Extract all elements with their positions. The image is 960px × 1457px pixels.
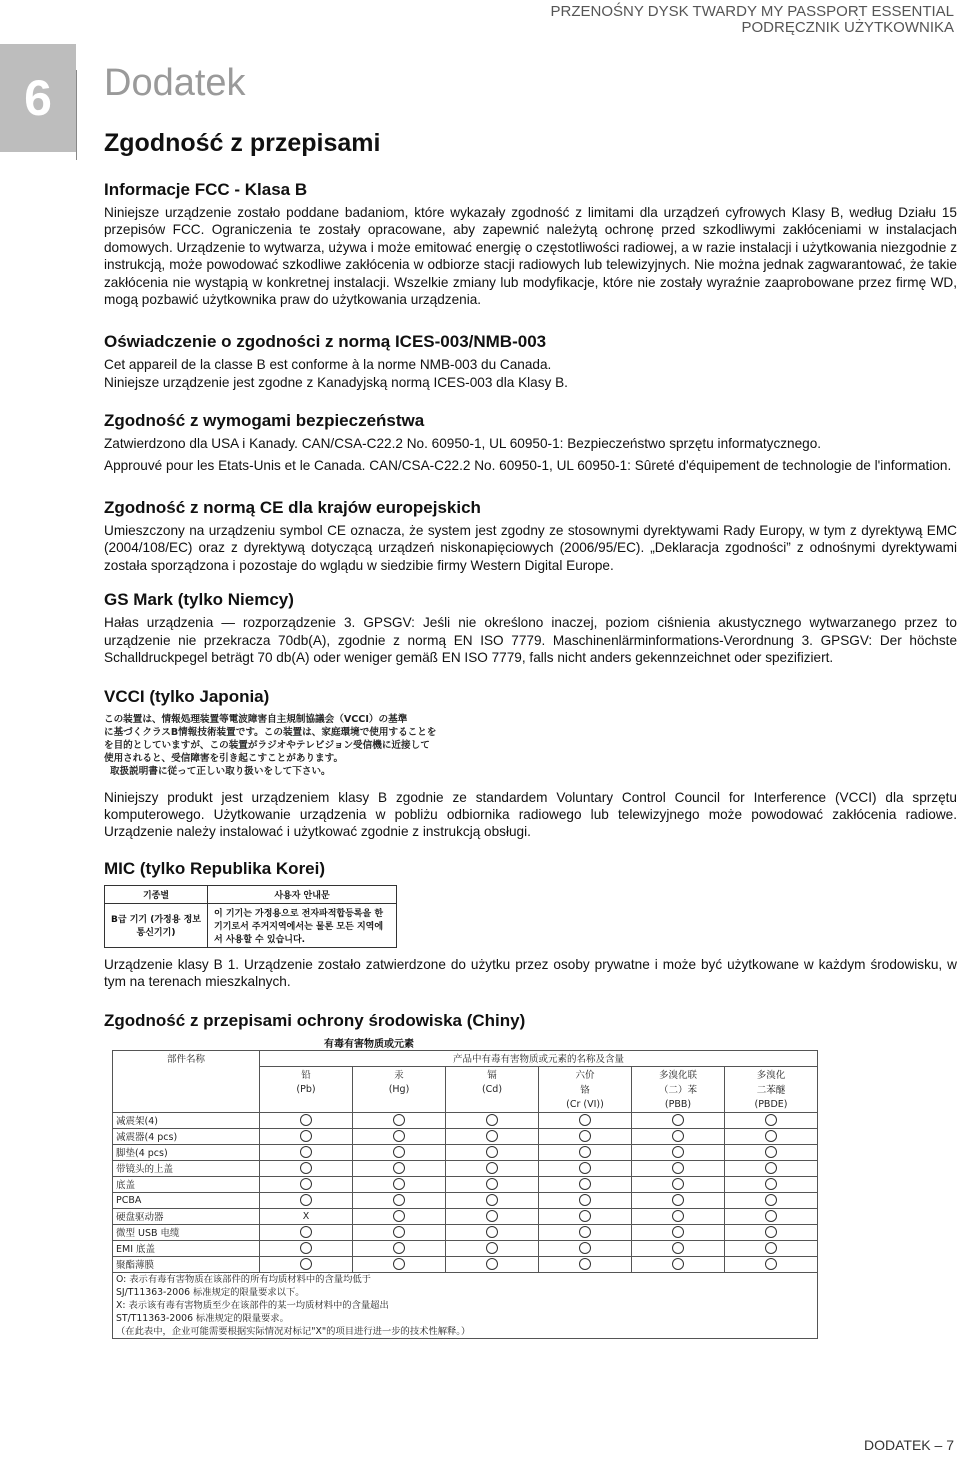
circle-mark-icon (300, 1162, 312, 1174)
substance-header (353, 1097, 446, 1113)
header-product: PRZENOŚNY DYSK TWARDY MY PASSPORT ESSENTIAL (550, 3, 954, 20)
substance-mark (725, 1224, 818, 1240)
circle-mark-icon (579, 1146, 591, 1158)
circle-mark-icon (579, 1130, 591, 1142)
circle-mark-icon (765, 1210, 777, 1222)
vcci-line: 取扱説明書に従って正しい取り扱いをして下さい。 (110, 765, 331, 777)
circle-mark-icon (765, 1146, 777, 1158)
section-heading: MIC (tylko Republika Korei) (104, 858, 326, 878)
substance-mark (539, 1112, 632, 1128)
note-line: （在此表中，企业可能需要根据实际情况对标记"X"的项目进行进一步的技术性解释。） (116, 1325, 471, 1337)
circle-mark-icon (672, 1178, 684, 1190)
mic-guide: 이 기기는 가정용으로 전자파적합등록을 한 기기로서 주거지역에서는 물론 모든 지역에서 사용할 수 있습니다. (208, 903, 397, 947)
substance-mark (632, 1256, 725, 1272)
circle-mark-icon (579, 1162, 591, 1174)
circle-mark-icon (672, 1226, 684, 1238)
vcci-notice-image (104, 713, 444, 783)
vcci-line: を目的としていますが、この装置がラジオやテレビジョン受信機に近接して (104, 739, 430, 751)
circle-mark-icon (486, 1178, 498, 1190)
substance-header: 六价 (539, 1066, 632, 1082)
mic-head-class: 기종별 (105, 885, 208, 903)
substance-mark (353, 1224, 446, 1240)
substance-mark (446, 1112, 539, 1128)
section-text: Niniejszy produkt jest urządzeniem klasy B zgodnie ze standardem Voluntary Control Council for Interference (VCCI) dla sprzętu komputerowego. Użytkowanie urządzenia w pobliżu odbiornika radiowego lub telewizyjnego może powodować zakłócenia radiowe. Urządzenie należy instalować i użytkować zgodnie z instrukcją obsługi. (104, 789, 957, 840)
substance-mark (353, 1176, 446, 1192)
circle-mark-icon (765, 1194, 777, 1206)
substance-mark (632, 1144, 725, 1160)
circle-mark-icon (486, 1146, 498, 1158)
vcci-line: 使用されると、受信障害を引き起こすことがあります。 (104, 752, 344, 764)
section-text: Niniejsze urządzenie zostało poddane badaniom, które wykazały zgodność z limitami dla urządzeń cyfrowych Klasy B, według Działu 15 przepisów FCC. Ograniczenia te zostały opracowane, aby zapewnić należytą ochronę przed szkodliwymi zakłóceniami w instalacjach domowych. Urządzenie to wytwarza, używa i może emitować energię o częstotliwości radiowej, a w razie instalacji i użytkowania niezgodnie z instrukcją, może powodować szkodliwe zakłócenia w odbiorze stacji radiowych lub telewizyjnych. Nie można jednak zagwarantować, że takie zakłócenia nie wystąpią w konkretnej instalacji. Wszelkie zmiany lub modyfikacje, które nie zostały wyraźnie zaaprobowane przez firmę WD, mogą pozbawić użytkownika praw do użytkowania urządzenia. (104, 205, 958, 308)
circle-mark-icon (579, 1178, 591, 1190)
substance-mark (725, 1192, 818, 1208)
substance-mark (632, 1240, 725, 1256)
substance-mark (353, 1208, 446, 1224)
circle-mark-icon (486, 1258, 498, 1270)
substance-mark (446, 1160, 539, 1176)
circle-mark-icon (486, 1242, 498, 1254)
header-manual: PODRĘCZNIK UŻYTKOWNIKA (741, 19, 954, 36)
substance-header: 铬 (539, 1082, 632, 1097)
circle-mark-icon (393, 1146, 405, 1158)
substance-mark (446, 1256, 539, 1272)
substance-mark (353, 1128, 446, 1144)
section-heading: GS Mark (tylko Niemcy) (104, 590, 294, 610)
note-line: X: 表示该有毒有害物质至少在该部件的某一均质材料中的含量超出 (116, 1299, 389, 1311)
chapter-number: 6 (24, 70, 52, 126)
note-line: ST/T11363-2006 标准规定的限量要求。 (116, 1312, 289, 1324)
substance-mark (446, 1128, 539, 1144)
substance-mark (446, 1224, 539, 1240)
mic-notice-table (104, 885, 397, 948)
substance-header: 二苯醚 (725, 1082, 818, 1097)
section-fcc (104, 180, 957, 308)
section-ices (104, 332, 957, 391)
circle-mark-icon (486, 1114, 498, 1126)
substance-mark (632, 1224, 725, 1240)
table-row (113, 1256, 818, 1272)
circle-mark-icon (486, 1210, 498, 1222)
circle-mark-icon (300, 1258, 312, 1270)
substance-header (260, 1097, 353, 1113)
circle-mark-icon (300, 1178, 312, 1190)
chapter-divider (76, 70, 77, 160)
note-line: O: 表示有毒有害物质在该部件的所有均质材料中的含量均低于 (116, 1273, 371, 1285)
substance-mark (539, 1224, 632, 1240)
section-text: Hałas urządzenia — rozporządzenie 3. GPSGV: Jeśli nie określono inaczej, poziom ciśnienia akustycznego wytwarzanego przez to urządzenie nie przekracza 70db(A), zgodnie z normą EN ISO 7779. Maschinenlärminformations-Verordnung 3. GPSGV: Der höchste Schalldruckpegel beträgt 70 db(A) oder weniger gemäß EN ISO 7779, falls nicht anders gekennzeichnet oder spezifiziert. (104, 615, 957, 666)
substance-mark (725, 1112, 818, 1128)
part-name: 聚酯薄膜 (113, 1256, 260, 1272)
table-row (113, 1224, 818, 1240)
vcci-line: に基づくクラスB情報技術装置です。この装置は、家庭環境で使用することを (104, 726, 437, 738)
substance-mark (260, 1176, 353, 1192)
part-name: 底盖 (113, 1176, 260, 1192)
substance-header: (Cd) (446, 1082, 539, 1097)
section-heading: Zgodność z wymogami bezpieczeństwa (104, 411, 425, 431)
table-row (113, 1160, 818, 1176)
circle-mark-icon (393, 1178, 405, 1190)
section-text: Approuvé pour les Etats-Unis et le Canada. CAN/CSA-C22.2 No. 60950-1, UL 60950-1: Sûreté d'équipement de technologie de l'information. (104, 457, 952, 473)
substance-mark (260, 1128, 353, 1144)
substance-mark (446, 1208, 539, 1224)
substance-header: （二）苯 (632, 1082, 725, 1097)
table-row (113, 1240, 818, 1256)
substance-header: (Hg) (353, 1082, 446, 1097)
substance-mark (725, 1128, 818, 1144)
substance-mark (446, 1144, 539, 1160)
page-header (551, 4, 954, 36)
circle-mark-icon (765, 1162, 777, 1174)
vcci-line: この装置は、情報処理装置等電波障害自主規制協議会（VCCI）の基準 (104, 713, 408, 725)
hazard-table-title: 有毒有害物质或元素 (324, 1038, 414, 1050)
section-text: Zatwierdzono dla USA i Kanady. CAN/CSA-C22.2 No. 60950-1, UL 60950-1: Bezpieczeństwo sprzętu informatycznego. (104, 436, 822, 452)
substance-header: (PBB) (632, 1097, 725, 1113)
content (104, 128, 957, 1339)
section-heading: VCCI (tylko Japonia) (104, 686, 270, 706)
circle-mark-icon (300, 1130, 312, 1142)
part-name: PCBA (113, 1192, 260, 1208)
substance-mark (632, 1208, 725, 1224)
circle-mark-icon (300, 1226, 312, 1238)
substance-mark (446, 1176, 539, 1192)
circle-mark-icon (300, 1242, 312, 1254)
circle-mark-icon (486, 1130, 498, 1142)
circle-mark-icon (393, 1162, 405, 1174)
substance-mark (539, 1256, 632, 1272)
table-row (113, 1208, 818, 1224)
circle-mark-icon (579, 1114, 591, 1126)
section-heading: Informacje FCC - Klasa B (104, 180, 308, 199)
substance-mark (539, 1240, 632, 1256)
circle-mark-icon (672, 1194, 684, 1206)
part-name: 减震器(4 pcs) (113, 1128, 260, 1144)
substance-header (446, 1097, 539, 1113)
section-heading: Zgodność z normą CE dla krajów europejskich (104, 498, 481, 518)
circle-mark-icon (300, 1146, 312, 1158)
substance-header: (Cr (VI)) (539, 1097, 632, 1113)
substance-header: 多溴化联 (632, 1066, 725, 1082)
circle-mark-icon (765, 1130, 777, 1142)
circle-mark-icon (393, 1130, 405, 1142)
circle-mark-icon (579, 1242, 591, 1254)
circle-mark-icon (486, 1226, 498, 1238)
circle-mark-icon (579, 1210, 591, 1222)
substance-mark (539, 1160, 632, 1176)
substance-mark (725, 1256, 818, 1272)
substance-mark (353, 1160, 446, 1176)
substance-mark (260, 1256, 353, 1272)
substance-mark (353, 1240, 446, 1256)
substance-mark (725, 1240, 818, 1256)
section-ce (104, 498, 957, 574)
part-name: 硬盘驱动器 (113, 1208, 260, 1224)
substance-mark (632, 1128, 725, 1144)
substance-mark (539, 1192, 632, 1208)
substance-mark (260, 1112, 353, 1128)
circle-mark-icon (672, 1146, 684, 1158)
substance-mark (725, 1144, 818, 1160)
substance-mark: X (260, 1208, 353, 1224)
substance-mark (260, 1192, 353, 1208)
table-row (113, 1128, 818, 1144)
substance-mark (353, 1192, 446, 1208)
circle-mark-icon (672, 1130, 684, 1142)
substance-mark (632, 1192, 725, 1208)
substance-mark (353, 1112, 446, 1128)
substance-mark (725, 1208, 818, 1224)
circle-mark-icon (393, 1194, 405, 1206)
substance-mark (353, 1144, 446, 1160)
substance-mark (446, 1240, 539, 1256)
circle-mark-icon (672, 1258, 684, 1270)
circle-mark-icon (393, 1210, 405, 1222)
substance-mark (539, 1128, 632, 1144)
circle-mark-icon (486, 1194, 498, 1206)
substance-mark (539, 1208, 632, 1224)
circle-mark-icon (579, 1258, 591, 1270)
substance-mark (446, 1192, 539, 1208)
substance-header: 汞 (353, 1066, 446, 1082)
section-text: Umieszczony na urządzeniu symbol CE oznacza, że system jest zgodny ze stosownymi dyrektywami Rady Europy, w tym z dyrektywą EMC (2004/108/EC) oraz z dyrektywą dotyczącą urządzeń niskonapięciowych (2006/95/EC). „Deklaracja zgodności” z odnośnymi dyrektywami została sporządzona i pozostaje do wglądu w siedzibie firmy Western Digital Europe. (104, 523, 957, 573)
table-row (113, 1112, 818, 1128)
section-gs (104, 590, 957, 666)
circle-mark-icon (672, 1242, 684, 1254)
circle-mark-icon (765, 1114, 777, 1126)
substance-header: 多溴化 (725, 1066, 818, 1082)
circle-mark-icon (672, 1210, 684, 1222)
page-title: Zgodność z przepisami (104, 129, 381, 157)
substance-header: 铅 (260, 1066, 353, 1082)
substance-mark (353, 1256, 446, 1272)
circle-mark-icon (765, 1242, 777, 1254)
circle-mark-icon (486, 1162, 498, 1174)
circle-mark-icon (765, 1258, 777, 1270)
circle-mark-icon (393, 1226, 405, 1238)
mic-class: B급 기기 (가정용 정보통신기기) (105, 903, 208, 947)
part-name: 微型 USB 电缆 (113, 1224, 260, 1240)
col-part: 部件名称 (113, 1050, 260, 1112)
hazard-table (112, 1050, 818, 1339)
section-mic (104, 859, 957, 991)
section-heading: Zgodność z przepisami ochrony środowiska (Chiny) (104, 1010, 526, 1030)
substance-mark (725, 1160, 818, 1176)
section-china (104, 1011, 957, 1339)
substance-header: 镉 (446, 1066, 539, 1082)
circle-mark-icon (579, 1226, 591, 1238)
circle-mark-icon (300, 1114, 312, 1126)
part-name: 带镜头的上盖 (113, 1160, 260, 1176)
circle-mark-icon (579, 1194, 591, 1206)
table-notes (113, 1272, 818, 1338)
circle-mark-icon (672, 1162, 684, 1174)
section-text: Cet appareil de la classe B est conforme à la norme NMB-003 du Canada. (104, 357, 552, 373)
circle-mark-icon (393, 1258, 405, 1270)
table-row (113, 1192, 818, 1208)
substance-mark (632, 1176, 725, 1192)
section-heading: Oświadczenie o zgodności z normą ICES-003/NMB-003 (104, 332, 547, 352)
circle-mark-icon (393, 1242, 405, 1254)
substance-mark (539, 1144, 632, 1160)
substance-mark (260, 1224, 353, 1240)
circle-mark-icon (672, 1114, 684, 1126)
substance-mark (260, 1240, 353, 1256)
substance-mark (539, 1176, 632, 1192)
section-vcci (104, 687, 957, 841)
circle-mark-icon (765, 1226, 777, 1238)
circle-mark-icon (765, 1178, 777, 1190)
substance-mark (725, 1176, 818, 1192)
section-text: Urządzenie klasy B 1. Urządzenie zostało zatwierdzone do użytku przez osoby prywatne i może być użytkowane w każdym środowisku, w tym na terenach mieszkalnych. (104, 956, 957, 990)
circle-mark-icon (393, 1114, 405, 1126)
chapter-title: Dodatek (104, 62, 246, 104)
note-line: SJ/T11363-2006 标准规定的限量要求以下。 (116, 1286, 305, 1298)
substance-mark (632, 1112, 725, 1128)
substance-header: (Pb) (260, 1082, 353, 1097)
part-name: 减震架(4) (113, 1112, 260, 1128)
page-footer: DODATEK – 7 (864, 1437, 954, 1453)
part-name: 脚垫(4 pcs) (113, 1144, 260, 1160)
substance-header: (PBDE) (725, 1097, 818, 1113)
col-group: 产品中有毒有害物质或元素的名称及含量 (260, 1050, 818, 1066)
substance-mark (632, 1160, 725, 1176)
section-safety (104, 411, 957, 474)
substance-mark (260, 1144, 353, 1160)
table-row (113, 1176, 818, 1192)
section-text: Niniejsze urządzenie jest zgodne z Kanadyjską normą ICES-003 dla Klasy B. (104, 374, 568, 390)
part-name: EMI 底盖 (113, 1240, 260, 1256)
chapter-tab (0, 44, 76, 152)
circle-mark-icon (300, 1194, 312, 1206)
mic-head-guide: 사용자 안내문 (208, 885, 397, 903)
table-row (113, 1144, 818, 1160)
substance-mark (260, 1160, 353, 1176)
